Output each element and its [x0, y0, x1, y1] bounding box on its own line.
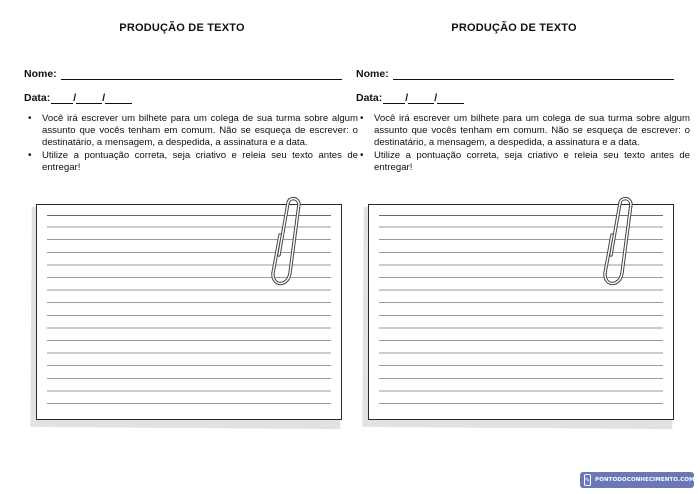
instructions-list	[24, 113, 358, 174]
site-watermark	[580, 472, 694, 488]
date-field[interactable]	[356, 92, 464, 104]
watermark-text: PONTODOCONHECIMENTO.COM	[595, 477, 695, 483]
date-year-blank[interactable]	[437, 93, 464, 104]
name-blank-line[interactable]	[393, 69, 674, 80]
worksheet-left	[24, 0, 358, 440]
date-separator: /	[434, 92, 438, 104]
instruction-item: • Utilize a pontuação correta, seja criativo e releia seu texto antes de entregar!	[42, 150, 358, 174]
instruction-item: • Utilize a pontuação correta, seja criativo e releia seu texto antes de entregar!	[374, 150, 690, 174]
name-field[interactable]	[356, 68, 674, 80]
name-field[interactable]	[24, 68, 342, 80]
name-label: Nome:	[356, 68, 389, 80]
instructions-list	[356, 113, 690, 174]
name-blank-line[interactable]	[61, 69, 342, 80]
date-label: Data:	[356, 92, 383, 104]
date-year-blank[interactable]	[105, 93, 132, 104]
date-separator: /	[102, 92, 106, 104]
date-field[interactable]	[24, 92, 132, 104]
date-day-blank[interactable]	[51, 93, 73, 104]
paperclip-icon	[270, 195, 304, 291]
name-label: Nome:	[24, 68, 57, 80]
instruction-item: • Você irá escrever um bilhete para um colega de sua turma sobre algum assunto que vocês tenham em comum. Não se esqueça de escrever: o destinatário, a mensagem, a despedida, a assinatura e a data.	[374, 113, 690, 150]
paperclip-icon	[602, 195, 636, 291]
date-separator: /	[405, 92, 409, 104]
worksheet-right	[356, 0, 690, 440]
date-day-blank[interactable]	[383, 93, 405, 104]
instruction-item: • Você irá escrever um bilhete para um colega de sua turma sobre algum assunto que vocês tenham em comum. Não se esqueça de escrever: o destinatário, a mensagem, a despedida, a assinatura e a data.	[42, 113, 358, 150]
worksheet-title: PRODUÇÃO DE TEXTO	[451, 22, 577, 34]
date-month-blank[interactable]	[76, 93, 102, 104]
logo-icon: ✎	[584, 474, 591, 486]
worksheet-title: PRODUÇÃO DE TEXTO	[119, 22, 245, 34]
date-separator: /	[73, 92, 77, 104]
date-label: Data:	[24, 92, 51, 104]
date-month-blank[interactable]	[408, 93, 434, 104]
